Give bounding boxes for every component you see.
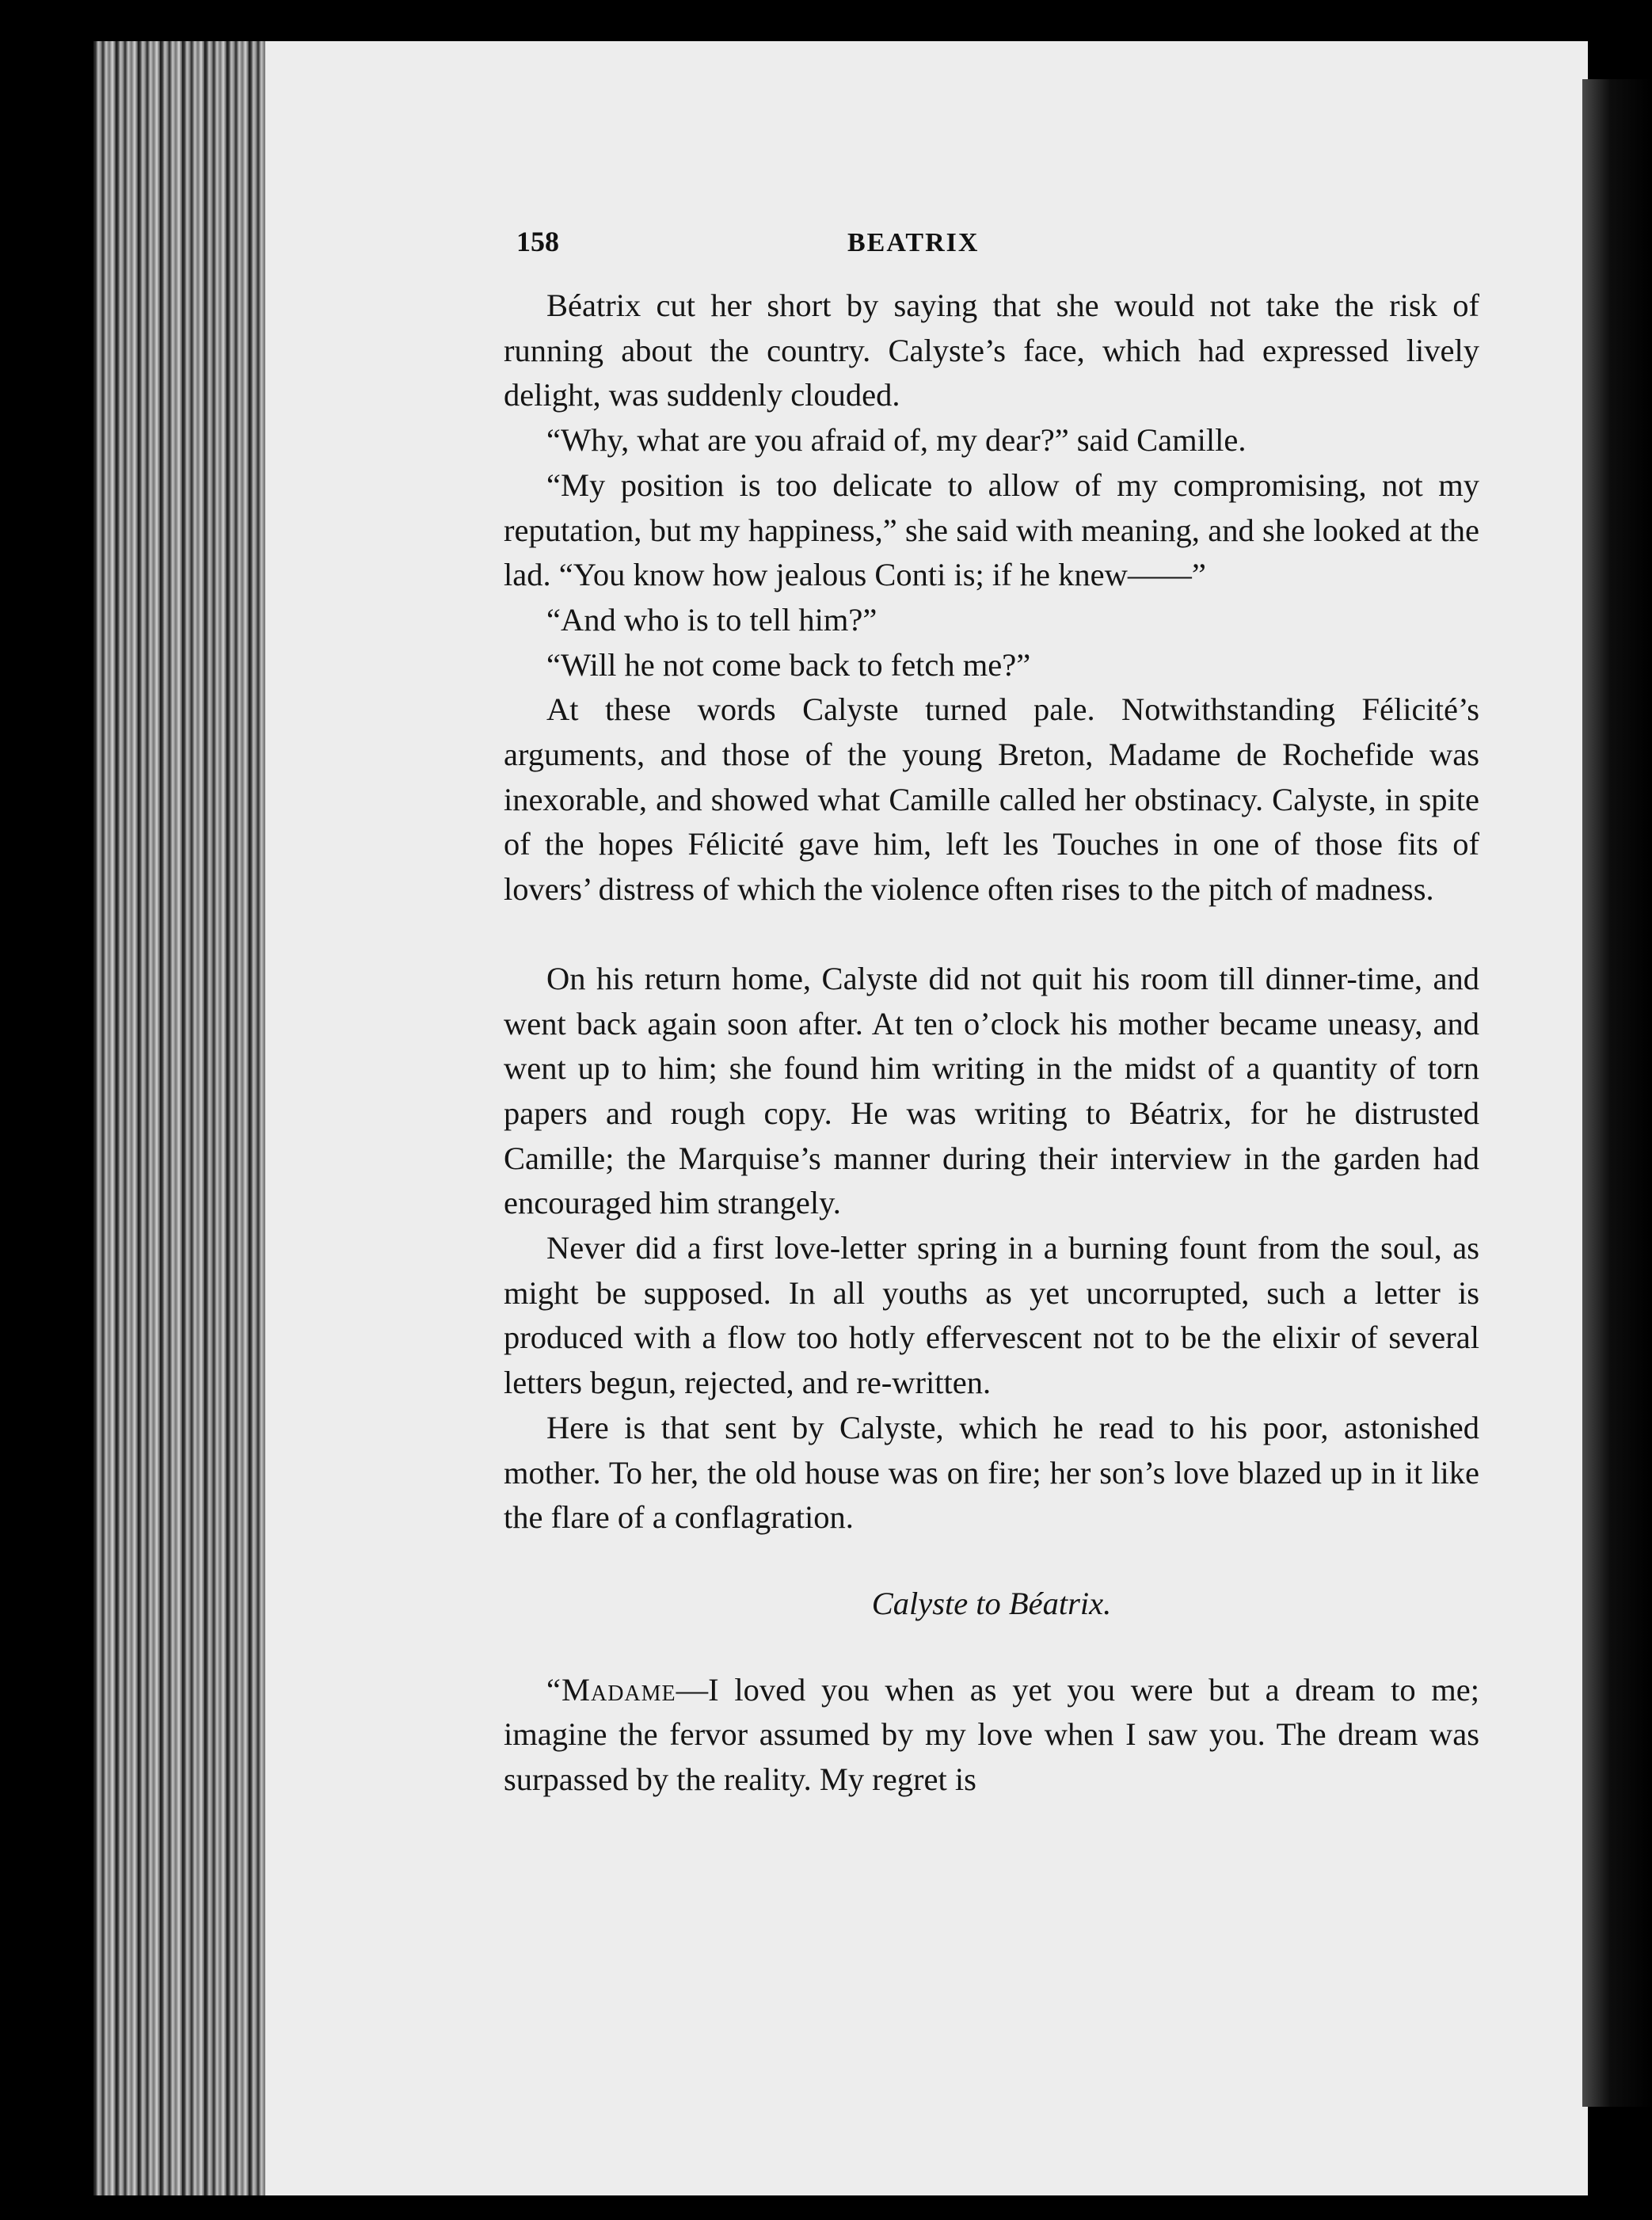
paragraph: “Will he not come back to fetch me?” — [546, 646, 1031, 683]
letter-paragraph — [504, 1668, 1479, 1803]
paragraph: “My position is too delicate to allow of my compromising, not my reputation, but my happiness,” she said with meaning, and she looked at the lad. “You know how jealous Conti is; if he knew——” — [504, 466, 1479, 593]
paragraph: Here is that sent by Calyste, which he read to his poor, astonished mother. To her, the old house was on fire; her son’s love blazed up in it like the flare of a conflagration. — [504, 1409, 1479, 1536]
running-title: BEATRIX — [847, 228, 980, 257]
paragraph: Béatrix cut her short by saying that she would not take the risk of running about the country. Calyste’s face, which had expressed lively delight, was suddenly clouded. — [504, 287, 1479, 413]
running-head — [516, 225, 1467, 265]
paragraph: At these words Calyste turned pale. Notwithstanding Félicité’s arguments, and those of the young Breton, Madame de Rochefide was inexorable, and showed what Camille called her obstinacy. Calyste, in spite of the hopes Félicité gave him, left les Touches in one of those fits of lovers’ distress of which the violence often rises to the pitch of madness. — [504, 691, 1479, 908]
letter-heading: Calyste to Béatrix. — [871, 1585, 1112, 1621]
paragraph: On his return home, Calyste did not quit his room till dinner-time, and went back again soon after. At ten o’clock his mother became uneasy, and went up to him; she found him writing in the midst of a quantity of torn papers and rough copy. He was writing to Béatrix, for he distrusted Camille; the Marquise’s manner during their interview in the garden had encouraged him strangely. — [504, 960, 1479, 1221]
paragraph: “Why, what are you afraid of, my dear?” said Camille. — [546, 422, 1247, 459]
letter-opening: —I loved you when as yet you were but a dream to me; imagine the fervor assumed by my love when I saw you. The dream was surpassed by the reality. My regret is — [504, 1671, 1479, 1798]
paragraph: “And who is to tell him?” — [546, 601, 877, 638]
paragraph: Never did a first love-letter spring in a burning fount from the soul, as might be supposed. In all youths as yet uncorrupted, such a letter is produced with a flow too hotly effervescent not to be the elixir of several letters begun, rejected, and re-written. — [504, 1230, 1479, 1401]
letter-salutation: “Madame — [546, 1671, 676, 1708]
body-text — [504, 284, 1479, 1803]
page-number: 158 — [516, 226, 559, 257]
book-cover-edge — [1582, 79, 1652, 2107]
